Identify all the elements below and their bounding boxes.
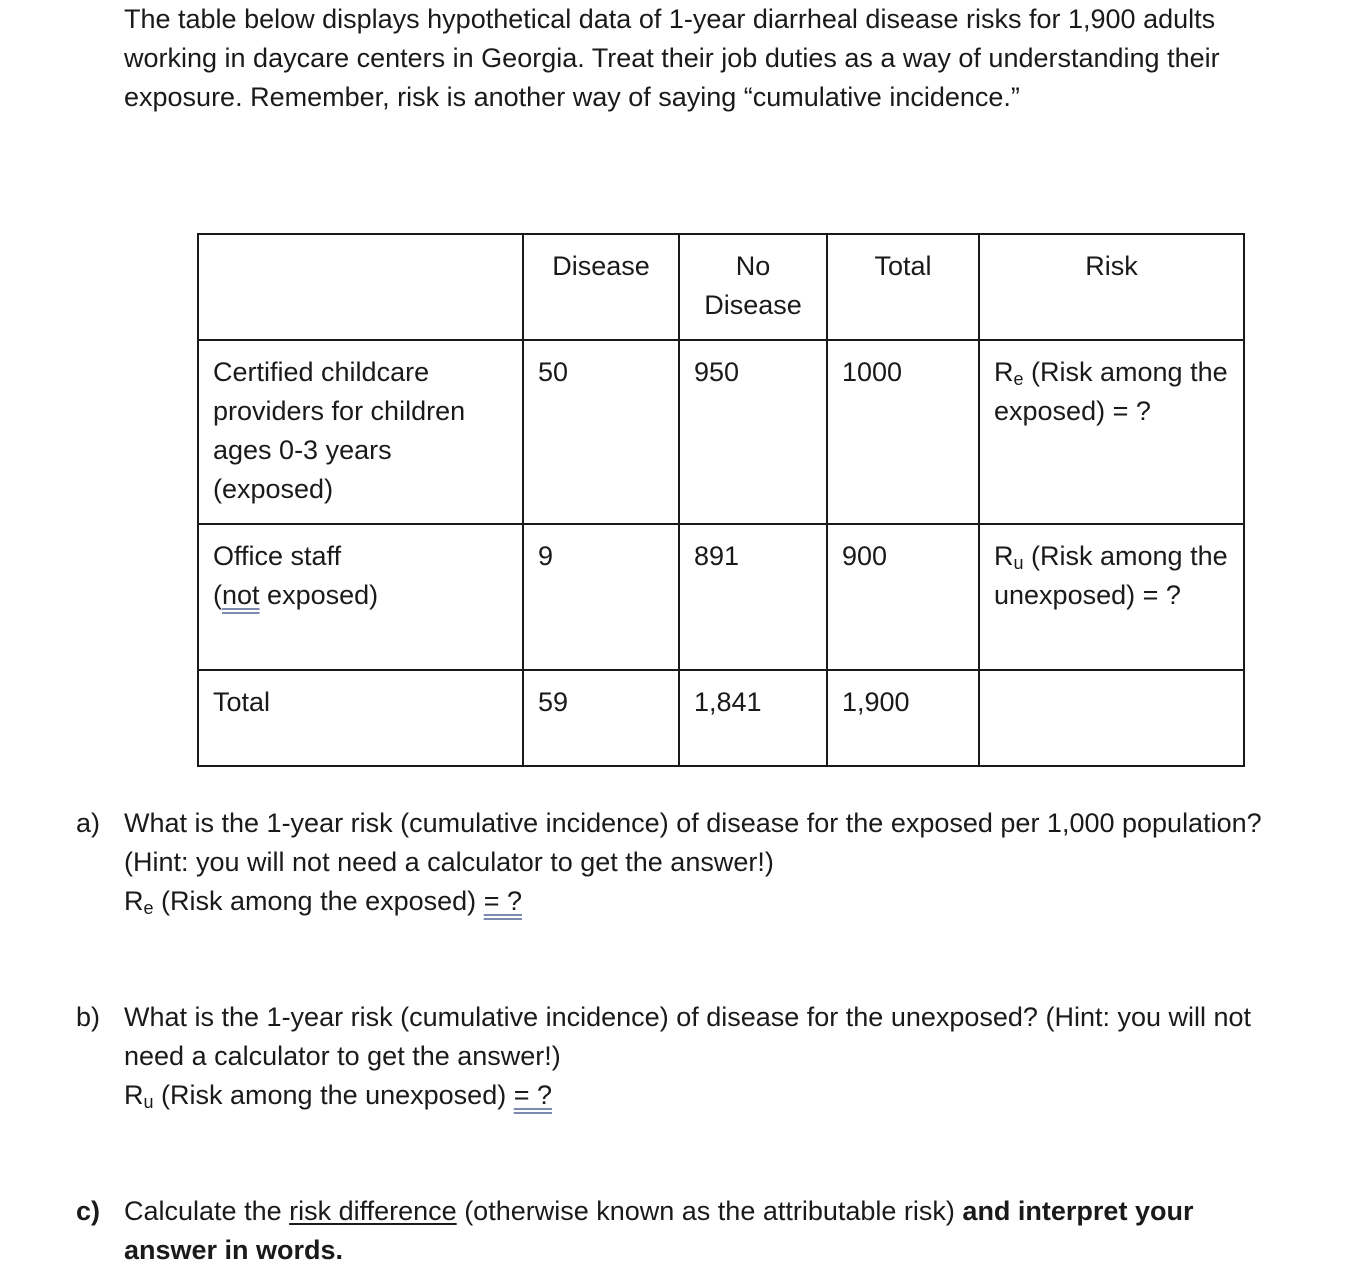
row-label-total: Total	[198, 670, 523, 766]
risk-text-unexposed: (Risk among the unexposed) = ?	[994, 541, 1228, 610]
table-header-row	[198, 234, 1244, 340]
cell-disease-unexposed: 9	[523, 524, 679, 670]
question-b-text: What is the 1-year risk (cumulative incidence) of disease for the unexposed? (Hint: you will not need a calculator to get the answer!)	[124, 1002, 1252, 1071]
question-a-formula-sub: e	[143, 898, 154, 918]
row-label-unexposed-line1: Office staff	[213, 541, 342, 571]
cell-total-exposed: 1000	[827, 340, 979, 524]
cell-no-disease-total: 1,841	[679, 670, 827, 766]
question-b	[76, 998, 1266, 1115]
question-b-answer: = ?	[513, 1080, 553, 1110]
risk-difference-term: risk difference	[289, 1196, 457, 1226]
cell-no-disease-unexposed: 891	[679, 524, 827, 670]
cell-total-total: 1,900	[827, 670, 979, 766]
question-a-text: What is the 1-year risk (cumulative incidence) of disease for the exposed per 1,000 population? (Hint: you will not need a calculator to get the answer!)	[124, 808, 1262, 877]
table-row-exposed	[198, 340, 1244, 524]
question-c-instruction: and interpret your answer in words.	[124, 1196, 1194, 1265]
risk-symbol-exposed: R	[994, 357, 1014, 387]
question-b-formula-symbol: R	[124, 1080, 144, 1110]
risk-table	[197, 233, 1245, 767]
question-b-formula-sub: u	[143, 1092, 154, 1112]
question-c-label: c)	[76, 1196, 101, 1226]
risk-subscript-exposed: e	[1013, 369, 1024, 389]
question-c-text-before: Calculate the	[124, 1196, 290, 1226]
table-row-unexposed	[198, 524, 1244, 670]
question-c	[76, 1192, 1266, 1270]
cell-no-disease-exposed: 950	[679, 340, 827, 524]
row-label-unexposed-open: (	[213, 580, 222, 610]
cell-risk-total	[979, 670, 1244, 766]
row-label-unexposed	[198, 524, 523, 670]
question-b-formula-text: (Risk among the unexposed)	[153, 1080, 514, 1110]
intro-paragraph: The table below displays hypothetical data of 1-year diarrheal disease risks for 1,900 adults working in daycare centers in Georgia. Treat their job duties as a way of understanding their exposure. Remember, risk is another way of saying “cumulative incidence.”	[124, 4, 1220, 112]
cell-risk-exposed	[979, 340, 1244, 524]
question-a-formula-text: (Risk among the exposed)	[153, 886, 484, 916]
question-a	[76, 804, 1266, 921]
question-b-label: b)	[76, 1002, 101, 1032]
cell-disease-exposed: 50	[523, 340, 679, 524]
row-label-exposed: Certified childcare providers for children ages 0-3 years (exposed)	[198, 340, 523, 524]
question-c-text-after: (otherwise known as the attributable risk)	[456, 1196, 963, 1226]
cell-total-unexposed: 900	[827, 524, 979, 670]
header-no-disease-line1: No	[735, 251, 771, 281]
header-no-disease	[679, 234, 827, 340]
header-blank-cell	[198, 234, 523, 340]
cell-risk-unexposed	[979, 524, 1244, 670]
table-row-total	[198, 670, 1244, 766]
header-disease: Disease	[523, 234, 679, 340]
not-word: not	[222, 580, 260, 610]
question-a-label: a)	[76, 808, 101, 838]
question-a-formula-symbol: R	[124, 886, 144, 916]
risk-text-exposed: (Risk among the exposed) = ?	[994, 357, 1228, 426]
row-label-unexposed-rest: exposed)	[259, 580, 379, 610]
header-total: Total	[827, 234, 979, 340]
cell-disease-total: 59	[523, 670, 679, 766]
question-a-answer: = ?	[483, 886, 522, 916]
risk-symbol-unexposed: R	[994, 541, 1014, 571]
risk-subscript-unexposed: u	[1013, 553, 1024, 573]
header-risk: Risk	[979, 234, 1244, 340]
header-no-disease-line2: Disease	[704, 290, 802, 320]
